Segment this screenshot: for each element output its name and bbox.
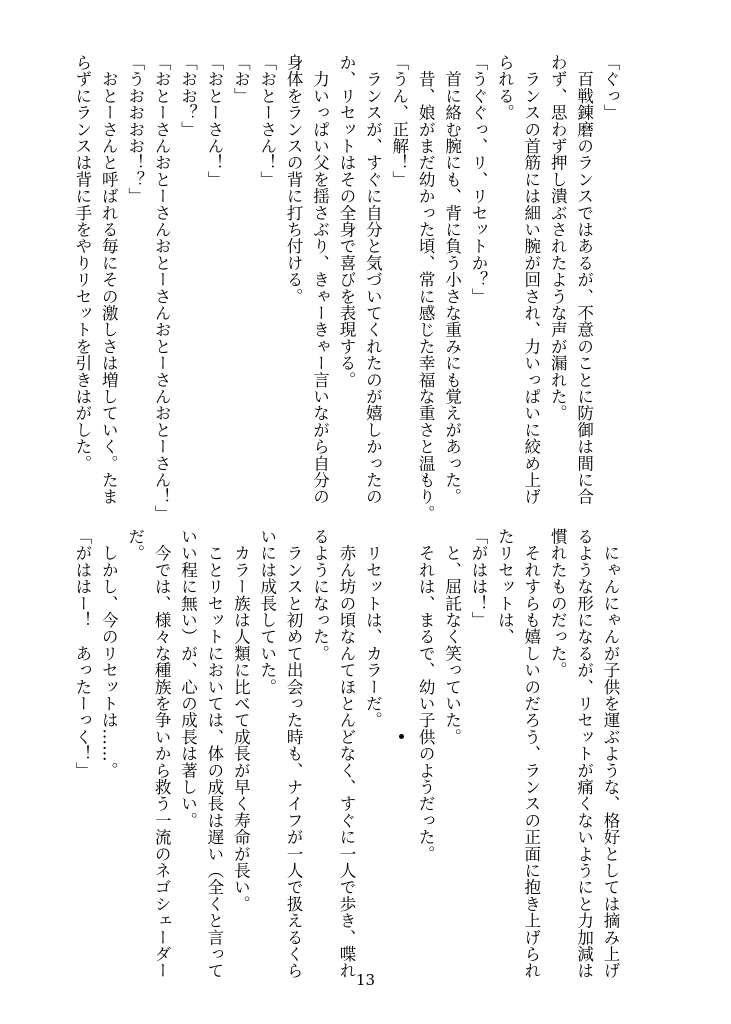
text-line: 慣れたものだった。 [548,528,568,679]
text-line: ランスの首筋には細い腕が回され、力いっぱいに絞め上げ [521,54,541,505]
text-line: 「おとーさん！」 [257,54,277,188]
text-line: られる。 [495,54,515,121]
text-line: 「がははー！ あったーっく！」 [72,528,92,779]
text-line: るようになった。 [310,528,330,662]
text-line: それは、まるで、幼い子供のようだった。 [416,528,436,862]
page-number: 13 [355,971,376,989]
text-line: いには成長していた。 [257,528,277,695]
text-line: 「うおおおお！？」 [125,54,145,205]
text-line: か、リセットはその全身で喜びを表現する。 [336,54,356,388]
text-line: だ。 [125,528,145,562]
text-line: にゃんにゃんが子供を運ぶような、格好としては摘み上げ [601,528,620,979]
text-line: 「ぐっ」 [601,54,620,121]
text-line: 昔、娘がまだ幼かった頃、常に感じた幸福な重さと温もり。 [416,54,436,522]
text-line: 今では、様々な種族を争いから救う一流のネゴシェーダー [152,528,172,979]
text-line: るような形になるが、リセットが痛くないようにと力加減は [574,528,594,979]
scene-break-line [385,528,411,968]
text-line: 「うん、正解！」 [389,54,409,188]
text-line: と、屈託なく笑っていた。 [442,528,462,746]
text-line: ランスが、すぐに自分と気づいてくれたのが嬉しかったの [363,54,383,505]
text-line: たリセットは、 [495,528,515,645]
text-line: 百戦錬磨のランスではあるが、不意のことに防御は間に合 [574,54,594,505]
text-line: しかし、今のリセットは……。 [99,528,119,779]
text-line: それすらも嬉しいのだろう、ランスの正面に抱き上げられ [521,528,541,979]
text-line: おとーさんと呼ばれる毎にその激しさは増していく。たま [99,54,119,505]
text-line: ことリセットにおいては、体の成長は遅い（全くと言って [204,528,224,979]
text-line: 「がはは！」 [468,528,488,629]
text-line: リセットは、カラーだ。 [363,528,383,729]
lower-text-block [63,528,623,979]
text-line: 力いっぱい父を揺さぶり、きゃーきゃー言いながら自分の [310,54,330,505]
text-line: 「うぐぐっ、リ、リセットか？」 [468,54,488,305]
text-line: 「おお？」 [178,54,198,138]
text-line: 首に絡む腕にも、背に負う小さな重みにも覚えがあった。 [442,54,462,505]
text-line: 「おとーさん！」 [204,54,224,188]
text-line: ランスと初めて出会った時も、ナイフが一人で扱えるくら [284,528,304,979]
text-line: カラー族は人類に比べて成長が早く寿命が長い。 [231,528,251,913]
text-line: 赤ん坊の頃なんてほとんどなく、すぐに一人で歩き、喋れ [336,528,356,979]
text-line: 「おとーさんおとーさんおとーさんおとーさんおとーさん！」 [152,54,172,522]
text-line: いい程に無い）が、心の成長は著しい。 [178,528,198,829]
text-line: らずにランスは背に手をやりリセットを引きはがした。 [72,54,92,472]
upper-text-block [63,54,623,522]
scene-break-dot [399,734,404,739]
text-line: 「お」 [231,54,251,105]
text-line: わず、思わず押し潰ぶされたような声が漏れた。 [548,54,568,422]
text-line: 身体をランスの背に打ち付ける。 [284,54,304,305]
